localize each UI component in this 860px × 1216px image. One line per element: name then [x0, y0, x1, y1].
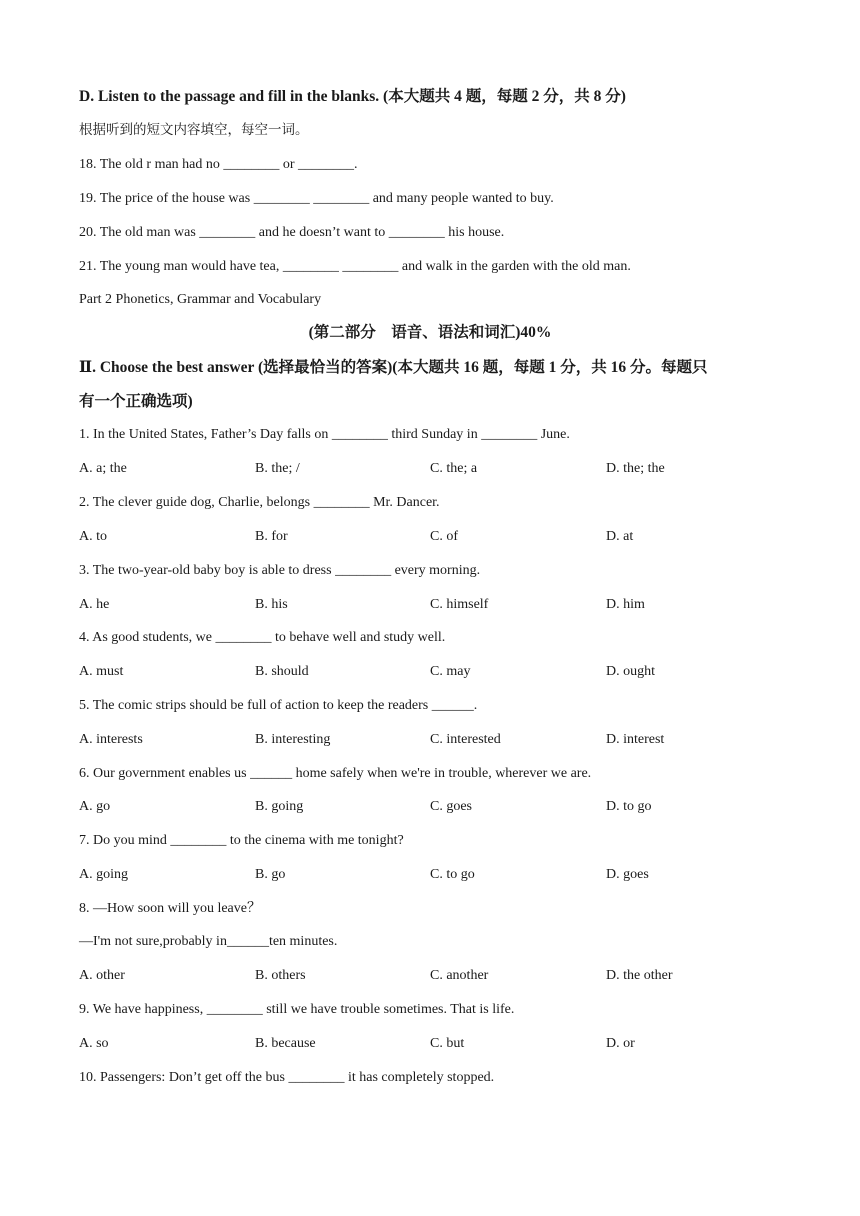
section-d-title: D. Listen to the passage and fill in the blanks. (本大题共 4 题，每题 2 分，共 8 分) — [79, 88, 626, 105]
option-b: B. for — [255, 529, 288, 544]
option-b: B. his — [255, 597, 288, 612]
question-options — [79, 527, 799, 547]
option-c: C. himself — [430, 597, 489, 612]
question-options — [79, 595, 799, 615]
option-c: C. but — [430, 1036, 465, 1051]
blank-item-21: 21. The young man would have tea, ________ ________ and walk in the garden with the old man. — [79, 259, 631, 274]
blank-item-18: 18. The old r man had no ________ or ________. — [79, 157, 358, 172]
section-ii-title-line2: 有一个正确选项) — [79, 393, 193, 410]
option-d: D. ought — [606, 664, 655, 679]
option-d: D. to go — [606, 799, 652, 814]
question-stem: 4. As good students, we ________ to behave well and study well. — [79, 630, 446, 645]
option-d: D. goes — [606, 867, 649, 882]
option-b: B. the; / — [255, 461, 300, 476]
option-d: D. the other — [606, 968, 673, 983]
option-b: B. should — [255, 664, 309, 679]
option-b: B. because — [255, 1036, 316, 1051]
option-c: C. to go — [430, 867, 475, 882]
blank-item-20: 20. The old man was ________ and he doesn’t want to ________ his house. — [79, 225, 505, 240]
question-options — [79, 797, 799, 817]
option-d: D. interest — [606, 732, 665, 747]
question-stem: 6. Our government enables us ______ home safely when we're in trouble, wherever we are. — [79, 766, 592, 781]
option-a: A. must — [79, 664, 124, 679]
question-stem: 1. In the United States, Father’s Day falls on ________ third Sunday in ________ June. — [79, 427, 570, 442]
question-options — [79, 459, 799, 479]
option-c: C. the; a — [430, 461, 478, 476]
question-options — [79, 1034, 799, 1054]
question-stem: 8. —How soon will you leave？ — [79, 901, 261, 916]
option-a: A. going — [79, 867, 128, 882]
question-stem: 7. Do you mind ________ to the cinema with me tonight? — [79, 833, 404, 848]
section-ii-title-line1: Ⅱ. Choose the best answer (选择最恰当的答案)(本大题共 16 题，每题 1 分，共 16 分。每题只 — [79, 359, 708, 376]
question-options — [79, 730, 799, 750]
option-a: A. a; the — [79, 461, 127, 476]
option-c: C. may — [430, 664, 471, 679]
option-c: C. another — [430, 968, 489, 983]
question-stem: 5. The comic strips should be full of action to keep the readers ______. — [79, 698, 478, 713]
question-stem: 2. The clever guide dog, Charlie, belongs ________ Mr. Dancer. — [79, 495, 440, 510]
question-stem-reply: —I'm not sure,probably in______ten minutes. — [79, 934, 338, 949]
option-b: B. interesting — [255, 732, 331, 747]
option-b: B. going — [255, 799, 304, 814]
option-c: C. interested — [430, 732, 501, 747]
question-stem: 9. We have happiness, ________ still we have trouble sometimes. That is life. — [79, 1002, 515, 1017]
question-options — [79, 662, 799, 682]
option-a: A. interests — [79, 732, 143, 747]
option-a: A. go — [79, 799, 111, 814]
part2-label: Part 2 Phonetics, Grammar and Vocabulary — [79, 292, 322, 307]
option-b: B. go — [255, 867, 286, 882]
option-a: A. other — [79, 968, 125, 983]
option-a: A. so — [79, 1036, 109, 1051]
question-options — [79, 865, 799, 885]
option-c: C. goes — [430, 799, 472, 814]
option-d: D. the; the — [606, 461, 665, 476]
option-c: C. of — [430, 529, 458, 544]
question-options — [79, 966, 799, 986]
part2-heading: (第二部分 语音、语法和词汇)40% — [308, 324, 552, 341]
question-stem: 10. Passengers: Don’t get off the bus ________ it has completely stopped. — [79, 1070, 495, 1085]
option-a: A. to — [79, 529, 107, 544]
option-b: B. others — [255, 968, 306, 983]
option-d: D. or — [606, 1036, 635, 1051]
question-stem: 3. The two-year-old baby boy is able to dress ________ every morning. — [79, 563, 481, 578]
blank-item-19: 19. The price of the house was ________ ________ and many people wanted to buy. — [79, 191, 554, 206]
option-a: A. he — [79, 597, 110, 612]
option-d: D. him — [606, 597, 645, 612]
option-d: D. at — [606, 529, 634, 544]
section-d-instruction: 根据听到的短文内容填空，每空一词。 — [79, 122, 309, 138]
